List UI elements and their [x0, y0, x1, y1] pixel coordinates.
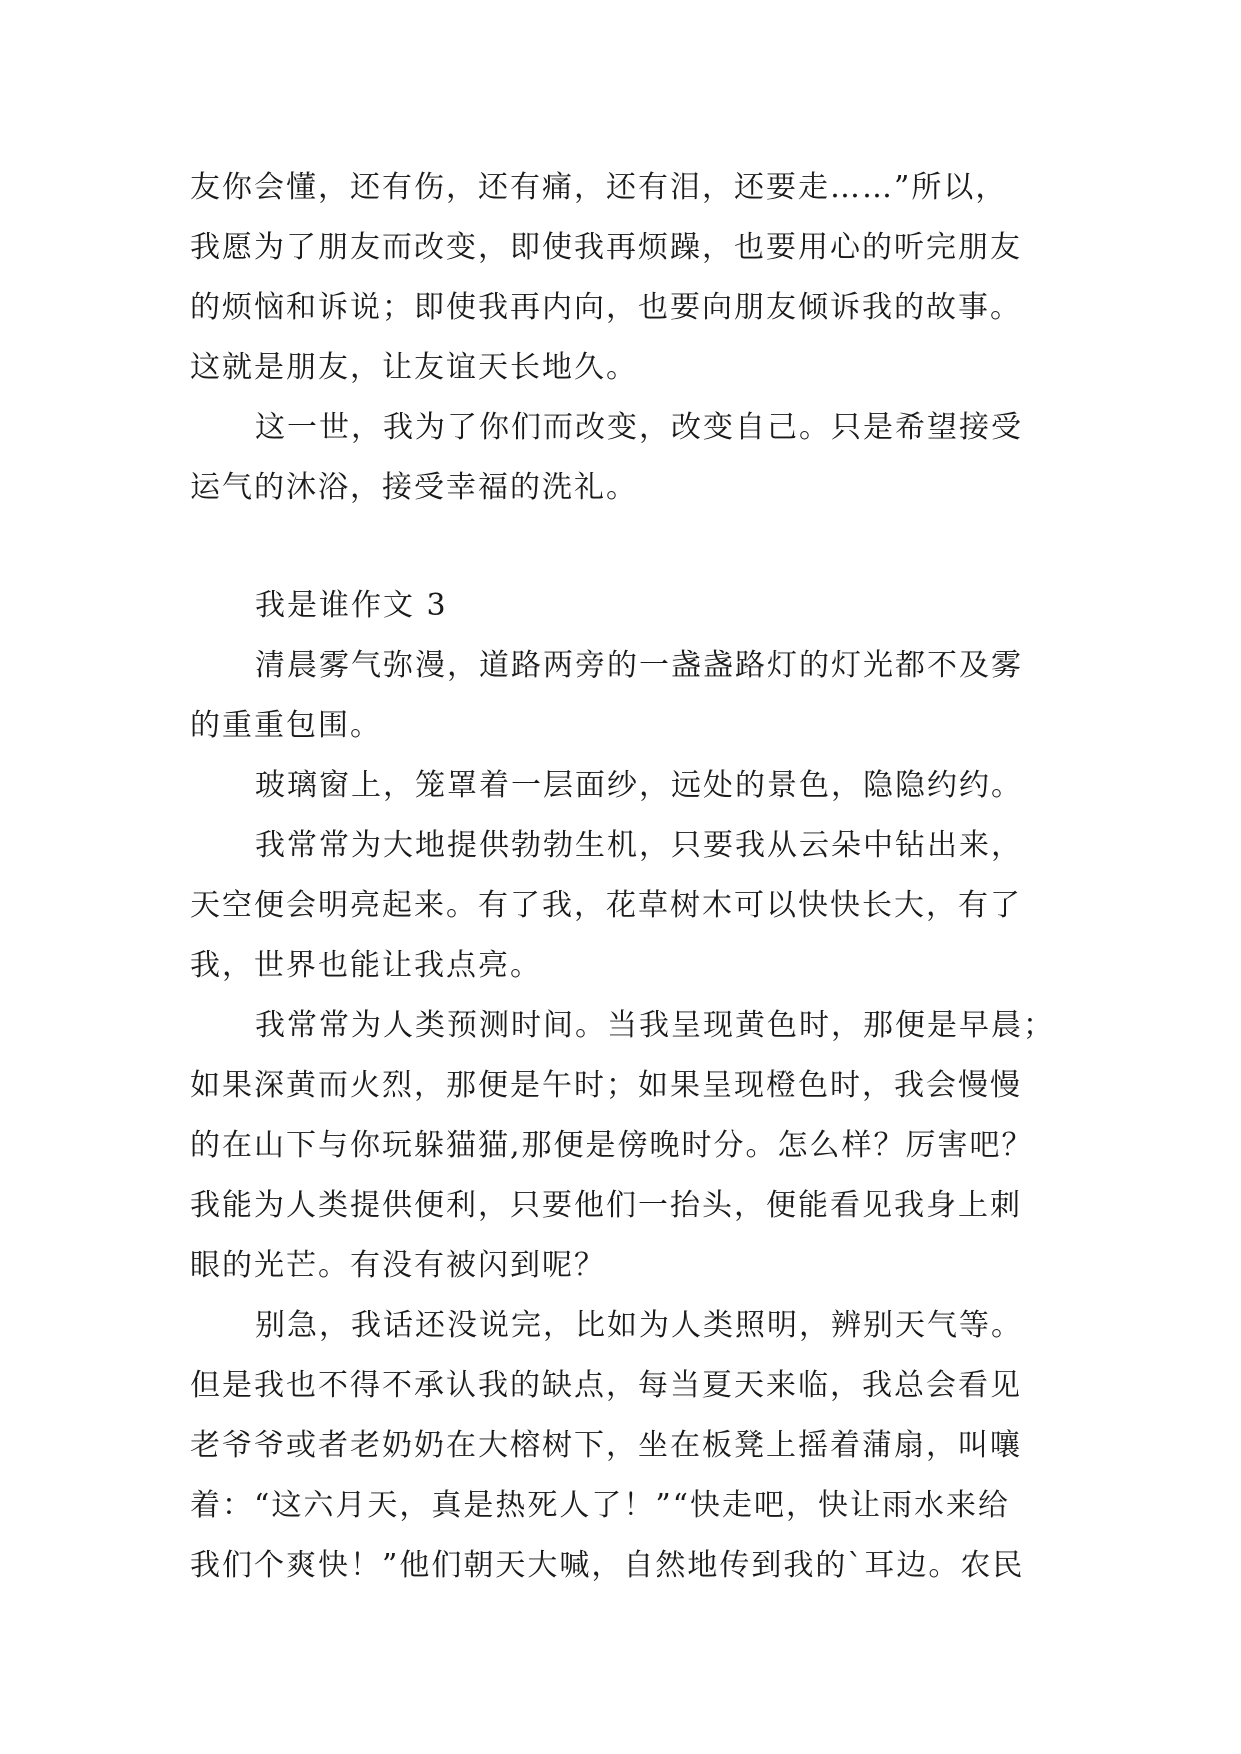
text-line: 这一世，我为了你们而改变，改变自己。只是希望接受 — [255, 410, 1023, 445]
text-line: 别急，我话还没说完，比如为人类照明，辨别天气等。 — [255, 1308, 1023, 1343]
text-line: 但是我也不得不承认我的缺点，每当夏天来临，我总会看见 — [190, 1368, 1022, 1403]
text-line: 友你会懂，还有伤，还有痛，还有泪，还要走……”所以， — [190, 170, 1008, 205]
text-line: 如果深黄而火烈，那便是午时；如果呈现橙色时，我会慢慢 — [190, 1068, 1022, 1103]
section-heading: 我是谁作文 3 — [255, 588, 448, 623]
text-line: 我们个爽快！”他们朝天大喊，自然地传到我的`耳边。农民 — [190, 1548, 1025, 1583]
text-line: 着：“这六月天，真是热死人了！”“快走吧，快让雨水来给 — [190, 1488, 1011, 1523]
text-line: 天空便会明亮起来。有了我，花草树木可以快快长大，有了 — [190, 888, 1022, 923]
text-line: 我愿为了朋友而改变，即使我再烦躁，也要用心的听完朋友 — [190, 230, 1022, 265]
text-line: 的重重包围。 — [190, 708, 382, 743]
text-line: 清晨雾气弥漫，道路两旁的一盏盏路灯的灯光都不及雾 — [255, 648, 1023, 683]
text-line: 的在山下与你玩躲猫猫,那便是傍晚时分。怎么样？厉害吧？ — [190, 1128, 1034, 1163]
text-line: 的烦恼和诉说；即使我再内向，也要向朋友倾诉我的故事。 — [190, 290, 1022, 325]
text-line: 老爷爷或者老奶奶在大榕树下，坐在板凳上摇着蒲扇，叫嚷 — [190, 1428, 1022, 1463]
text-line: 眼的光芒。有没有被闪到呢？ — [190, 1248, 606, 1283]
text-line: 我，世界也能让我点亮。 — [190, 948, 542, 983]
text-line: 我常常为大地提供勃勃生机，只要我从云朵中钻出来， — [255, 828, 1023, 863]
text-line: 玻璃窗上，笼罩着一层面纱，远处的景色，隐隐约约。 — [255, 768, 1023, 803]
text-line: 运气的沐浴，接受幸福的洗礼。 — [190, 470, 638, 505]
text-line: 我常常为人类预测时间。当我呈现黄色时，那便是早晨； — [255, 1008, 1055, 1043]
text-line: 这就是朋友，让友谊天长地久。 — [190, 350, 638, 385]
text-line: 我能为人类提供便利，只要他们一抬头，便能看见我身上刺 — [190, 1188, 1022, 1223]
